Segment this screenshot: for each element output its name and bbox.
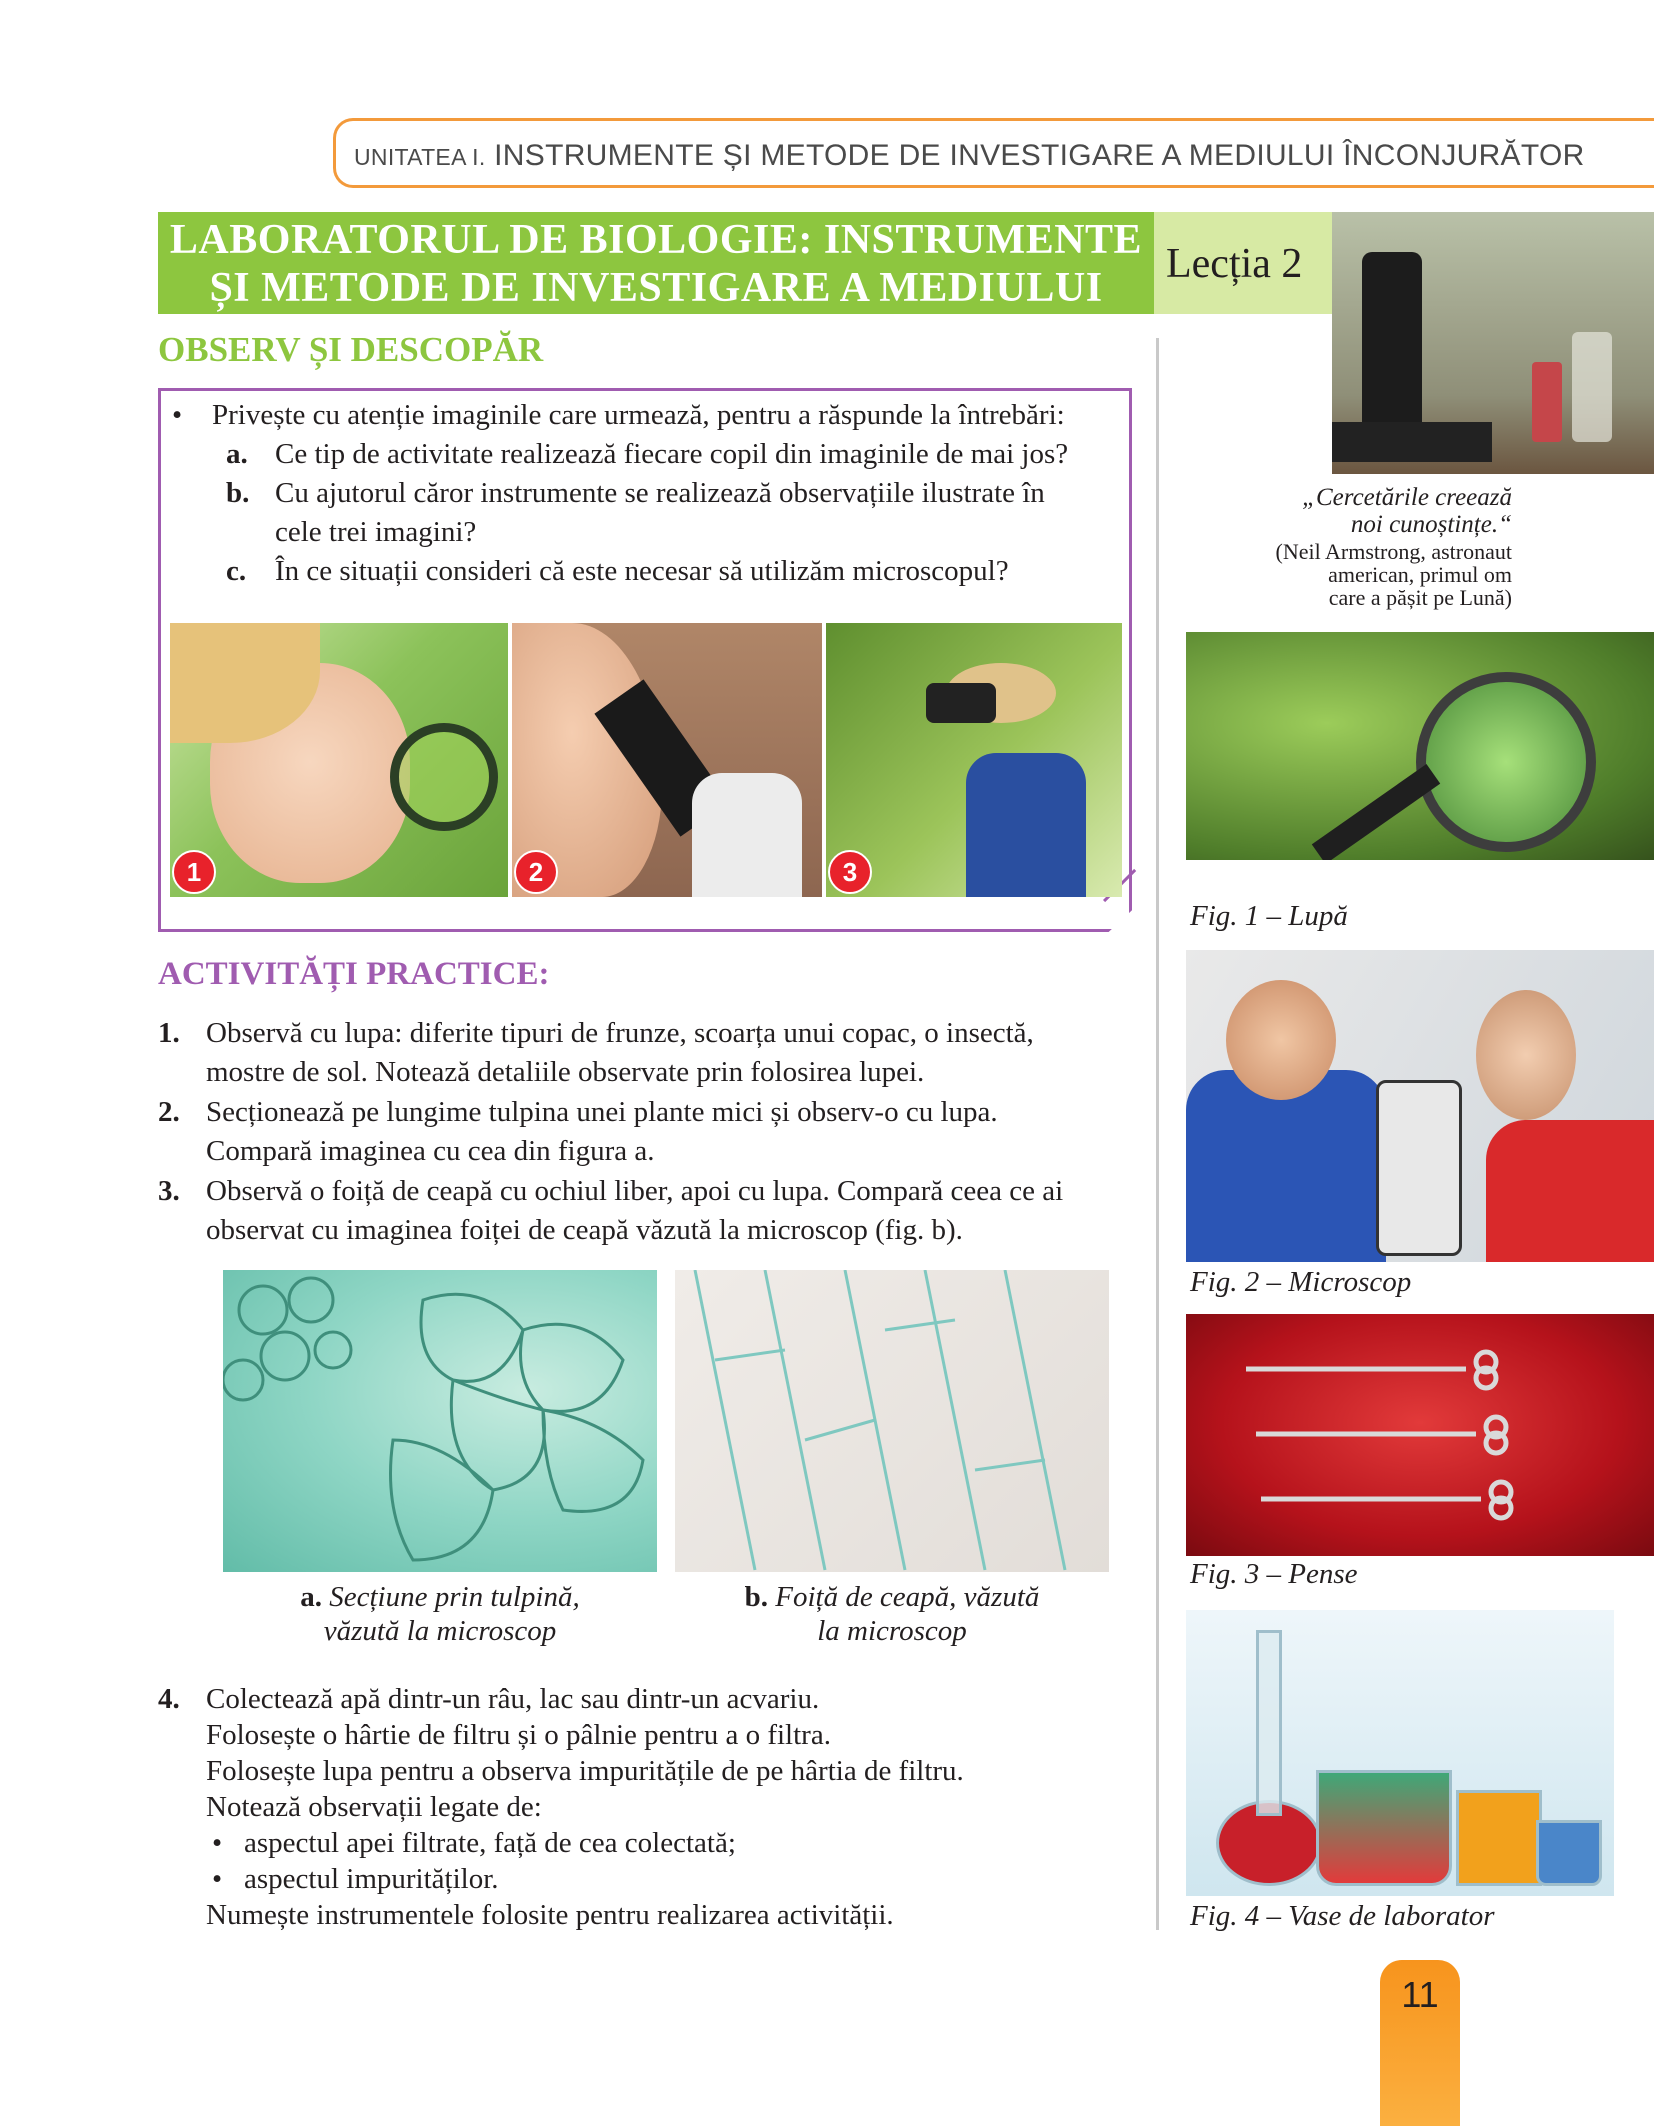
item4-line4: Notează observații legate de: bbox=[206, 1791, 542, 1823]
question-c-text: În ce situații consideri că este necesar să utilizăm microscopul? bbox=[275, 555, 1009, 587]
fig2-caption: Fig. 2 – Microscop bbox=[1190, 1266, 1412, 1298]
photo-number-1: 1 bbox=[172, 850, 216, 894]
item4-num: 4. bbox=[158, 1683, 180, 1715]
lesson-title-line1: LABORATORUL DE BIOLOGIE: INSTRUMENTE bbox=[169, 217, 1143, 263]
fig-b-line1: Foiță de ceapă, văzută bbox=[775, 1581, 1040, 1613]
lesson-label-band bbox=[1154, 212, 1332, 314]
fig-a-line1: Secțiune prin tulpină, bbox=[329, 1581, 580, 1613]
fig-a-line2: văzută la microscop bbox=[323, 1615, 557, 1647]
unit-title: INSTRUMENTE ȘI METODE DE INVESTIGARE A MEDIULUI ÎNCONJURĂTOR bbox=[494, 139, 1585, 172]
onion-skin-micrograph bbox=[675, 1270, 1109, 1572]
item2-line2: Compară imaginea cu cea din figura a. bbox=[206, 1135, 655, 1167]
fig-a-letter: a. bbox=[300, 1581, 322, 1613]
lab-glassware-photo bbox=[1186, 1610, 1614, 1896]
fig1-caption: Fig. 1 – Lupă bbox=[1190, 900, 1348, 932]
quote-line2: noi cunoștințe.“ bbox=[1350, 511, 1512, 538]
unit-prefix: UNITATEA I. bbox=[354, 144, 486, 170]
item1-num: 1. bbox=[158, 1017, 180, 1049]
lesson-title-band bbox=[158, 212, 1154, 314]
unit-header bbox=[333, 118, 1654, 188]
bullet-icon: • bbox=[172, 399, 183, 431]
item4-last: Numește instrumentele folosite pentru realizarea activității. bbox=[206, 1899, 894, 1931]
microscope-lab-photo bbox=[1332, 212, 1654, 474]
bullet-icon: • bbox=[212, 1827, 223, 1859]
practice-heading: ACTIVITĂȚI PRACTICE: bbox=[158, 956, 550, 992]
question-b-text-2: cele trei imagini? bbox=[275, 516, 477, 548]
fig4-caption: Fig. 4 – Vase de laborator bbox=[1190, 1900, 1495, 1932]
stem-section-micrograph bbox=[223, 1270, 657, 1572]
lesson-title-line2: ȘI METODE DE INVESTIGARE A MEDIULUI bbox=[209, 265, 1103, 311]
page-number: 11 bbox=[1401, 1974, 1439, 2015]
quote-line1: „Cercetările creează bbox=[1302, 484, 1512, 511]
lesson-label: Lecția 2 bbox=[1166, 241, 1303, 287]
item4-line1: Colectează apă dintr-un râu, lac sau dintr-un acvariu. bbox=[206, 1683, 820, 1715]
item1-line1: Observă cu lupa: diferite tipuri de frunze, scoarța unui copac, o insectă, bbox=[206, 1017, 1034, 1049]
quote-source-line3: care a pășit pe Lună) bbox=[1328, 585, 1512, 610]
fig3-caption: Fig. 3 – Pense bbox=[1190, 1558, 1358, 1590]
bullet-icon: • bbox=[212, 1863, 223, 1895]
quote-source-line2: american, primul om bbox=[1328, 562, 1512, 587]
item3-num: 3. bbox=[158, 1175, 180, 1207]
item4-bullet2: aspectul impurităților. bbox=[244, 1863, 499, 1895]
item4-line2: Folosește o hârtie de filtru și o pâlnie pentru a o filtra. bbox=[206, 1719, 831, 1751]
students-microscope-photo bbox=[1186, 950, 1654, 1262]
question-a-letter: a. bbox=[226, 438, 248, 470]
question-a-text: Ce tip de activitate realizează fiecare copil din imaginile de mai jos? bbox=[275, 438, 1069, 470]
column-divider bbox=[1156, 338, 1159, 1930]
fig-b-line2: la microscop bbox=[817, 1615, 967, 1647]
observe-intro: Privește cu atenție imaginile care urmează, pentru a răspunde la întrebări: bbox=[212, 399, 1065, 431]
question-b-letter: b. bbox=[226, 477, 250, 509]
item2-num: 2. bbox=[158, 1096, 180, 1128]
item1-line2: mostre de sol. Notează detaliile observate prin folosirea lupei. bbox=[206, 1056, 925, 1088]
page-number-tab bbox=[1380, 1960, 1460, 2126]
question-c-letter: c. bbox=[226, 555, 247, 587]
item3-line2: observat cu imaginea foiței de ceapă văzută la microscop (fig. b). bbox=[206, 1214, 963, 1246]
photo-number-3: 3 bbox=[828, 850, 872, 894]
fig-b-letter: b. bbox=[744, 1581, 768, 1613]
item3-line1: Observă o foiță de ceapă cu ochiul liber, apoi cu lupa. Compară ceea ce ai bbox=[206, 1175, 1064, 1207]
girl-magnifier-photo bbox=[170, 623, 508, 897]
item4-line3: Folosește lupa pentru a observa impuritățile de pe hârtia de filtru. bbox=[206, 1755, 964, 1787]
item4-bullet1: aspectul apei filtrate, față de cea colectată; bbox=[244, 1827, 736, 1859]
observe-heading: OBSERV ȘI DESCOPĂR bbox=[158, 330, 544, 369]
photo-number-2: 2 bbox=[514, 850, 558, 894]
item2-line1: Secționează pe lungime tulpina unei plante mici și observ-o cu lupa. bbox=[206, 1096, 998, 1128]
question-b-text: Cu ajutorul căror instrumente se realizează observațiile ilustrate în bbox=[275, 477, 1045, 509]
magnifier-frog-photo bbox=[1186, 632, 1654, 860]
girl-microscope-photo bbox=[512, 623, 822, 897]
boy-binoculars-photo bbox=[826, 623, 1122, 897]
forceps-photo bbox=[1186, 1314, 1654, 1556]
quote-source-line1: (Neil Armstrong, astronaut bbox=[1275, 539, 1512, 564]
